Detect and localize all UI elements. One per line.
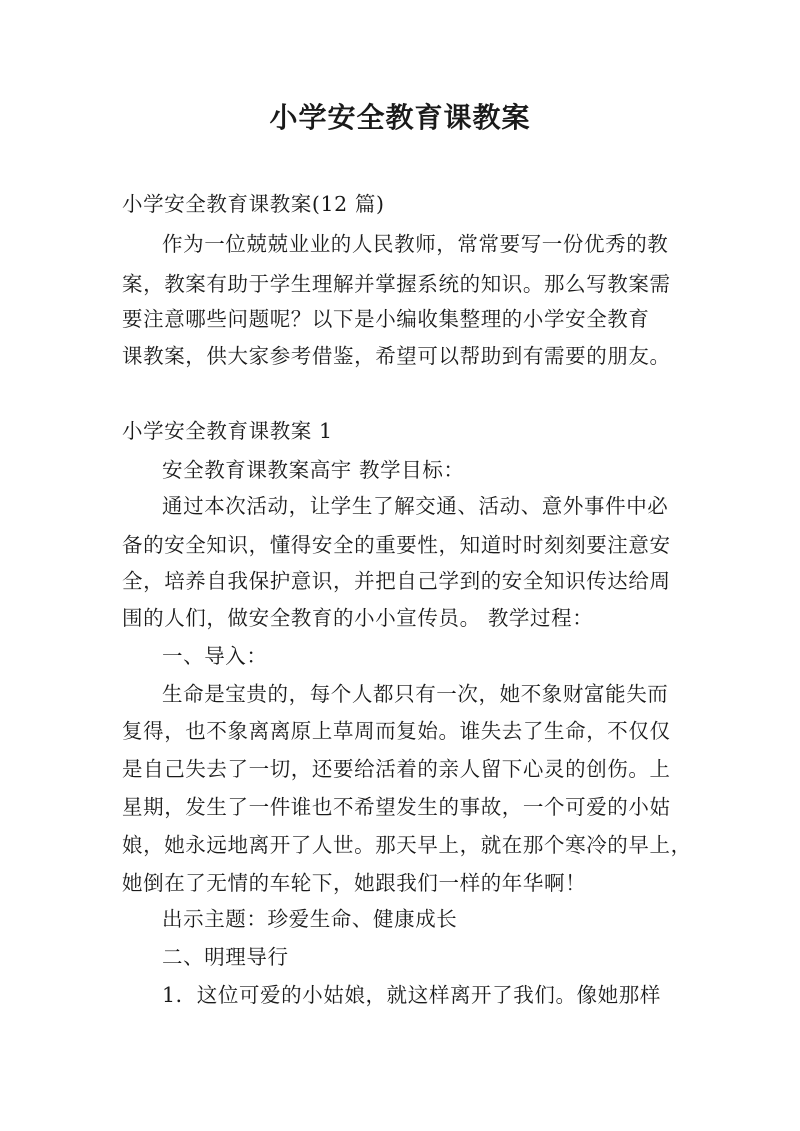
paragraph-line: 围的人们，做安全教育的小小宣传员。 教学过程： [122, 606, 594, 630]
paragraph-line: 要注意哪些问题呢？以下是小编收集整理的小学安全教育 [122, 307, 650, 331]
subtitle-line: 小学安全教育课教案(12 篇) [122, 192, 385, 216]
paragraph-line: 二、明理导行 [162, 945, 289, 969]
paragraph-line: 备的安全知识，懂得安全的重要性，知道时时刻刻要注意安 [122, 533, 671, 557]
paragraph-line: 生命是宝贵的，每个人都只有一次，她不象财富能失而 [162, 682, 669, 706]
paragraph-line: 课教案，供大家参考借鉴，希望可以帮助到有需要的朋友。 [122, 344, 671, 368]
paragraph-line: 1．这位可爱的小姑娘，就这样离开了我们。像她那样 [162, 983, 661, 1007]
paragraph-line: 作为一位兢兢业业的人民教师，常常要写一份优秀的教 [162, 232, 669, 256]
paragraph-line: 一、导入： [162, 644, 268, 668]
paragraph-line: 安全教育课教案高宇 教学目标： [162, 458, 465, 482]
paragraph-line: 娘，她永远地离开了人世。那天早上，就在那个寒冷的早上， [122, 833, 692, 857]
paragraph-line: 复得，也不象离离原上草周而复始。谁失去了生命，不仅仅 [122, 719, 671, 743]
paragraph-line: 全，培养自我保护意识，并把自己学到的安全知识传达给周 [122, 569, 671, 593]
paragraph-line: 星期，发生了一件谁也不希望发生的事故，一个可爱的小姑 [122, 795, 671, 819]
paragraph-line: 是自己失去了一切，还要给活着的亲人留下心灵的创伤。上 [122, 757, 671, 781]
document-title: 小学安全教育课教案 [269, 101, 531, 134]
paragraph-line: 案，教案有助于学生理解并掌握系统的知识。那么写教案需 [122, 272, 671, 296]
section-heading: 小学安全教育课教案 1 [122, 419, 333, 443]
paragraph-line: 通过本次活动，让学生了解交通、活动、意外事件中必 [162, 494, 669, 518]
paragraph-line: 她倒在了无情的车轮下，她跟我们一样的年华啊！ [122, 871, 587, 895]
paragraph-line: 出示主题：珍爱生命、健康成长 [162, 907, 458, 931]
